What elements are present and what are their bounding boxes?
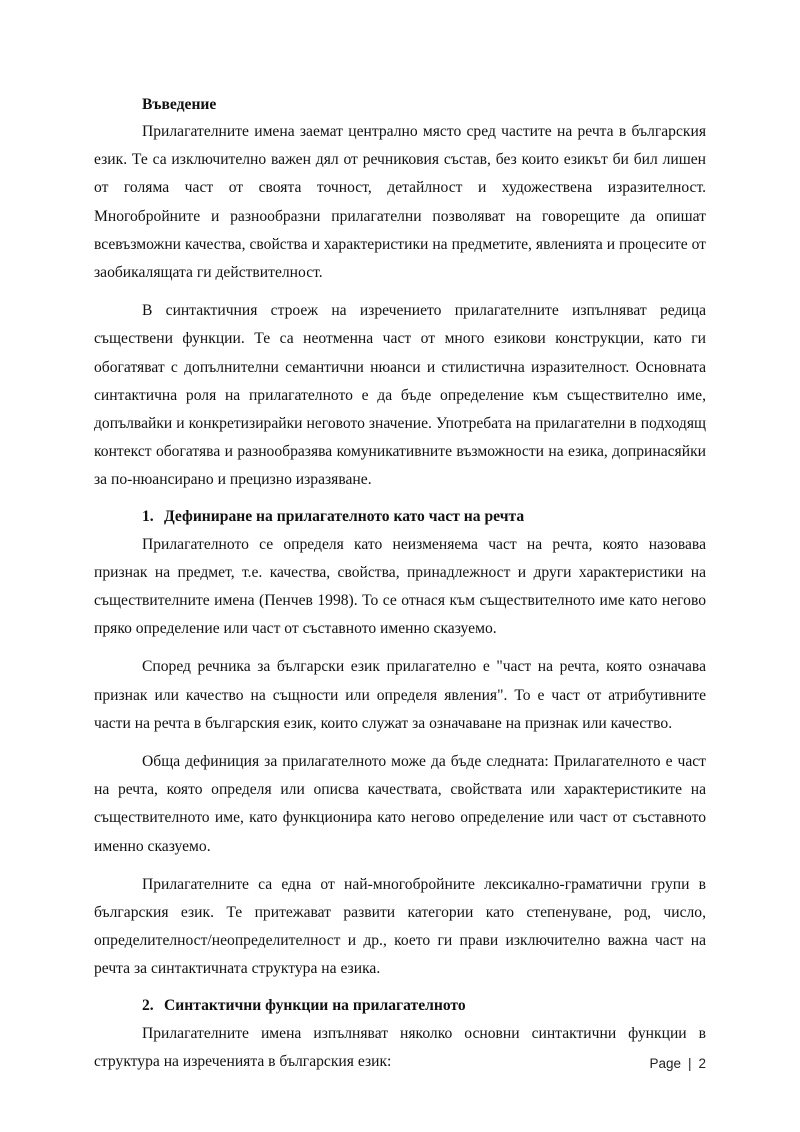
section-1-paragraph-1: Прилагателното се определя като неизменяема част на речта, която назовава признак на предмет, т.е. качества, свойства, принадлежност и други характеристики на съществителните имена (Пенчев 1998). То се отнася към съществителното име като негово пряко определение или част от съставното именно сказуемо. [94, 535, 706, 638]
page-footer [649, 1050, 706, 1078]
section-1-number: 1. [142, 507, 154, 525]
section-2-heading [94, 994, 706, 1018]
section-1-paragraph-4: Прилагателните са една от най-многобройните лексикално-граматични групи в българския език. Те притежават развити категории като степенуване, род, число, определителност/неопределителност и др., което ги прави изключително важна част на речта за синтактичната структура на езика. [94, 875, 706, 978]
intro-paragraph-1: Прилагателните имена заемат централно място сред частите на речта в българския език. Те са изключително важен дял от речниковия състав, без които езикът би бил лишен от голяма част от своята точност, детайлност и художествена изразителност. Многобройните и разнообразни прилагателни позволяват на говорещите да опишат всевъзможни качества, свойства и характеристики на предметите, явленията и процесите от заобикалящата ги действителност. [94, 123, 706, 282]
footer-separator: | [687, 1056, 692, 1071]
section-1-title: Дефиниране на прилагателното като част на речта [164, 507, 525, 525]
page-number: 2 [698, 1056, 706, 1071]
section-2-paragraph-1: Прилагателните имена изпълняват няколко основни синтактични функции в структура на изреченията в българския език: [94, 1024, 706, 1070]
page-label: Page [649, 1056, 681, 1071]
section-1-paragraph-2: Според речника за български език прилагателно е "част на речта, която означава признак или качество на същности или определя явления". То е част от атрибутивните части на речта в българския език, които служат за означаване на признак или качество. [94, 658, 706, 732]
section-1-heading [94, 505, 706, 529]
intro-paragraph-2: В синтактичния строеж на изречението прилагателните изпълняват редица съществени функции. Те са неотменна част от много езикови конструкции, като ги обогатяват с допълнителни семантични нюанси и стилистична изразителност. Основната синтактична роля на прилагателното е да бъде определение към съществително име, допълвайки и конкретизирайки неговото значение. Употребата на прилагателни в подходящ контекст обогатява и разнообразява комуникативните възможности на езика, допринасяйки за по-нюансирано и прецизно изразяване. [94, 302, 706, 489]
section-2-number: 2. [142, 996, 154, 1014]
document-body [94, 94, 706, 1086]
section-2-title: Синтактични функции на прилагателното [164, 996, 466, 1014]
intro-heading: Въведение [142, 96, 217, 113]
section-1-paragraph-3: Обща дефиниция за прилагателното може да бъде следната: Прилагателното е част на речта, която определя или описва качествата, свойствата или характеристиките на съществителното име, като функционира като негово определение или част от съставното именно сказуемо. [94, 753, 706, 855]
